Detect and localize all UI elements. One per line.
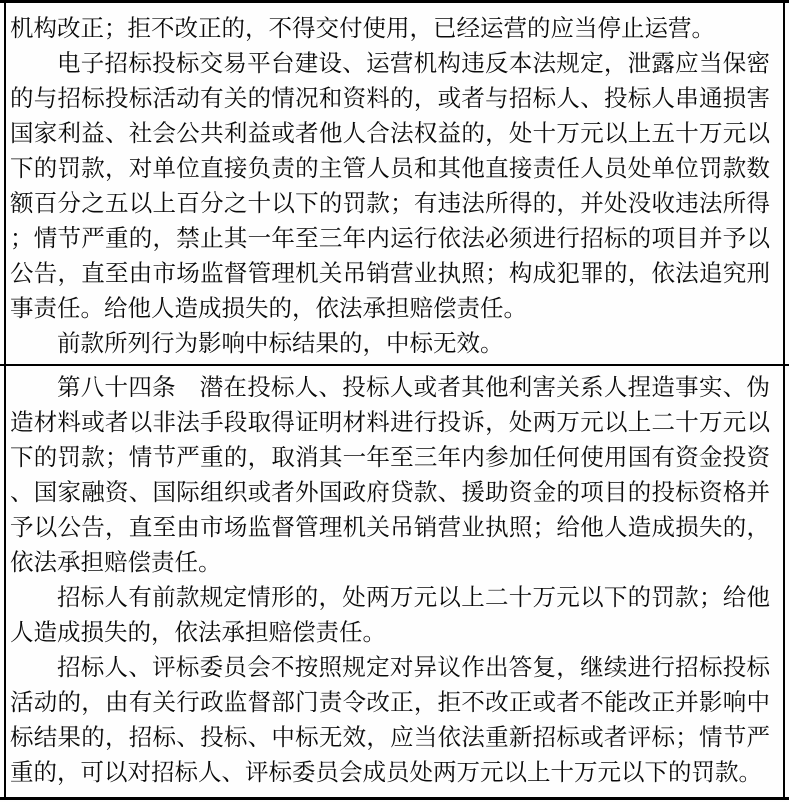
paragraph-tenderer-penalty: 招标人有前款规定情形的，处两万元以上二十万元以下的罚款；给他人造成损失的，依法承担赔偿责任。 (10, 584, 770, 645)
table-cell-upper (10, 11, 770, 363)
paragraph-continuation: 机构改正；拒不改正的，不得交付使用，已经运营的应当停止运营。 (10, 15, 715, 41)
paragraph-evaluation-committee-penalty: 招标人、评标委员会不按照规定对异议作出答复，继续进行招标投标活动的，由有关行政监督部门责令改正，拒不改正或者不能改正并影响中标结果的，招标、投标、中标无效，应当依法重新招标或者评标；情节严重的，可以对招标人、评标委员会成员处两万元以上十万元以下的罚款。 (10, 654, 770, 785)
paragraph-bid-invalid-clause: 前款所列行为影响中标结果的，中标无效。 (57, 330, 504, 356)
paragraph-etrading-platform-penalty: 电子招标投标交易平台建设、运营机构违反本法规定，泄露应当保密的与招标投标活动有关的情况和资料的，或者与招标人、投标人串通损害国家利益、社会公共利益或者他人合法权益的，处十万元以上五十万元以下的罚款，对单位直接负责的主管人员和其他直接责任人员处单位罚款数额百分之五以上百分之十以下的罚款；有违法所得的，并处没收违法所得；情节严重的，禁止其一年至三年内运行依法必须进行招标的项目并予以公告，直至由市场监督管理机关吊销营业执照；构成犯罪的，依法追究刑事责任。给他人造成损失的，依法承担赔偿责任。 (10, 50, 770, 321)
table-border-right (783, 0, 785, 800)
table-border-top (0, 0, 789, 3)
table-border-bottom (0, 797, 789, 800)
table-row-divider (0, 364, 789, 366)
table-cell-lower (10, 370, 770, 794)
table-border-left (4, 0, 6, 800)
paragraph-article-84: 第八十四条 潜在投标人、投标人或者其他利害关系人捏造事实、伪造材料或者以非法手段取得证明材料进行投诉，处两万元以上二十万元以下的罚款；情节严重的，取消其一年至三年内参加任何使用国有资金投资、国家融资、国际组织或者外国政府贷款、援助资金的项目的投标资格并予以公告，直至由市场监督管理机关吊销营业执照；给他人造成损失的，依法承担赔偿责任。 (10, 374, 770, 575)
